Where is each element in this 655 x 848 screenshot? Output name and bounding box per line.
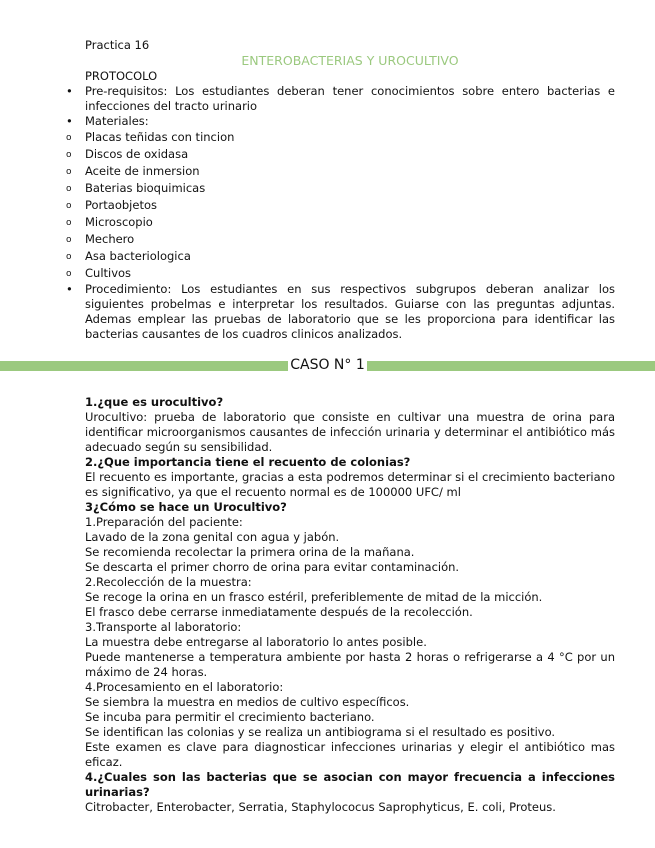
answer-3-line: Lavado de la zona genital con agua y jabón. xyxy=(85,530,340,544)
list-item xyxy=(66,146,615,163)
answer-3-line: Se descarta el primer chorro de orina para evitar contaminación. xyxy=(85,560,460,574)
protocol-section xyxy=(66,84,615,342)
circle-bullet-icon: o xyxy=(66,150,72,160)
questions-section xyxy=(85,395,615,815)
prerequisites-item xyxy=(66,84,615,114)
circle-bullet-icon: o xyxy=(66,235,72,245)
bullet-icon: • xyxy=(66,282,73,296)
answer-4: Citrobacter, Enterobacter, Serratia, Staphylococus Saprophyticus, E. coli, Proteus. xyxy=(85,800,556,814)
procedure-item xyxy=(66,282,615,342)
question-2: 2.¿Que importancia tiene el recuento de colonias? xyxy=(85,455,411,469)
material-item: Asa bacteriologica xyxy=(85,249,191,263)
circle-bullet-icon: o xyxy=(66,184,72,194)
answer-3-line: 1.Preparación del paciente: xyxy=(85,515,243,529)
material-item: Aceite de inmersion xyxy=(85,164,200,178)
list-item xyxy=(66,163,615,180)
materials-label: Materiales: xyxy=(85,114,149,128)
material-item: Portaobjetos xyxy=(85,198,157,212)
material-item: Mechero xyxy=(85,232,135,246)
circle-bullet-icon: o xyxy=(66,201,72,211)
circle-bullet-icon: o xyxy=(66,167,72,177)
materials-item xyxy=(66,114,615,129)
answer-3-line: Se recoge la orina en un frasco estéril, preferiblemente de mitad de la micción. xyxy=(85,590,543,604)
list-item xyxy=(66,180,615,197)
document-title: ENTEROBACTERIAS Y UROCULTIVO xyxy=(241,53,459,68)
prerequisites-text: Pre-requisitos: Los estudiantes deberan tener conocimientos sobre entero bacterias e infecciones del tracto urinario xyxy=(85,84,615,113)
answer-2: El recuento es importante, gracias a esta podremos determinar si el crecimiento bacteriano es significativo, ya que el recuento normal es de 100000 UFC/ ml xyxy=(85,470,615,499)
materials-list xyxy=(66,129,615,282)
bullet-icon: • xyxy=(66,114,73,128)
answer-3-line: Se siembra la muestra en medios de cultivo específicos. xyxy=(85,695,410,709)
procedure-text: Procedimiento: Los estudiantes en sus respectivos subgrupos deberan analizar los siguientes probelmas e interpretar los resultados. Guiarse con las preguntas adjuntas. Ademas emplear las pruebas de laboratorio que se les proporciona para identificar las bacterias causantes de los cuadros clinicos analizados. xyxy=(85,282,615,341)
protocol-label: PROTOCOLO xyxy=(85,69,158,83)
list-item xyxy=(66,214,615,231)
answer-3-line: 4.Procesamiento en el laboratorio: xyxy=(85,680,284,694)
question-4: 4.¿Cuales son las bacterias que se asocian con mayor frecuencia a infecciones urinarias? xyxy=(85,770,615,799)
material-item: Baterias bioquimicas xyxy=(85,181,206,195)
list-item xyxy=(66,129,615,146)
prerequisites-list xyxy=(66,84,615,129)
list-item xyxy=(66,265,615,282)
practice-number: Practica 16 xyxy=(85,38,150,52)
question-1: 1.¿que es urocultivo? xyxy=(85,395,224,409)
answer-3-line: Se identifican las colonias y se realiza un antibiograma si el resultado es positivo. xyxy=(85,725,556,739)
question-3: 3¿Cómo se hace un Urocultivo? xyxy=(85,500,287,514)
bullet-icon: • xyxy=(66,84,73,98)
list-item xyxy=(66,248,615,265)
case-title xyxy=(0,356,655,375)
material-item: Cultivos xyxy=(85,266,132,280)
answer-1: Urocultivo: prueba de laboratorio que consiste en cultivar una muestra de orina para identificar microorganismos causantes de infección urinaria y determinar el antibiótico más adecuado según su sensibilidad. xyxy=(85,410,615,454)
circle-bullet-icon: o xyxy=(66,218,72,228)
answer-3-line: Se incuba para permitir el crecimiento bacteriano. xyxy=(85,710,375,724)
procedure-list xyxy=(66,282,615,342)
circle-bullet-icon: o xyxy=(66,269,72,279)
circle-bullet-icon: o xyxy=(66,133,72,143)
material-item: Placas teñidas con tincion xyxy=(85,130,235,144)
list-item xyxy=(66,231,615,248)
material-item: Microscopio xyxy=(85,215,153,229)
circle-bullet-icon: o xyxy=(66,252,72,262)
list-item xyxy=(66,197,615,214)
answer-3-line: El frasco debe cerrarse inmediatamente después de la recolección. xyxy=(85,605,473,619)
case-title-text: CASO N° 1 xyxy=(290,357,365,373)
material-item: Discos de oxidasa xyxy=(85,147,189,161)
answer-3-line: Se recomienda recolectar la primera orina de la mañana. xyxy=(85,545,415,559)
answer-3-line: 3.Transporte al laboratorio: xyxy=(85,620,242,634)
answer-3-line: Este examen es clave para diagnosticar infecciones urinarias y elegir el antibiótico mas eficaz. xyxy=(85,740,615,769)
answer-3-line: La muestra debe entregarse al laboratorio lo antes posible. xyxy=(85,635,427,649)
answer-3-line: Puede mantenerse a temperatura ambiente por hasta 2 horas o refrigerarse a 4 °C por un máximo de 24 horas. xyxy=(85,650,615,679)
answer-3-line: 2.Recolección de la muestra: xyxy=(85,575,252,589)
